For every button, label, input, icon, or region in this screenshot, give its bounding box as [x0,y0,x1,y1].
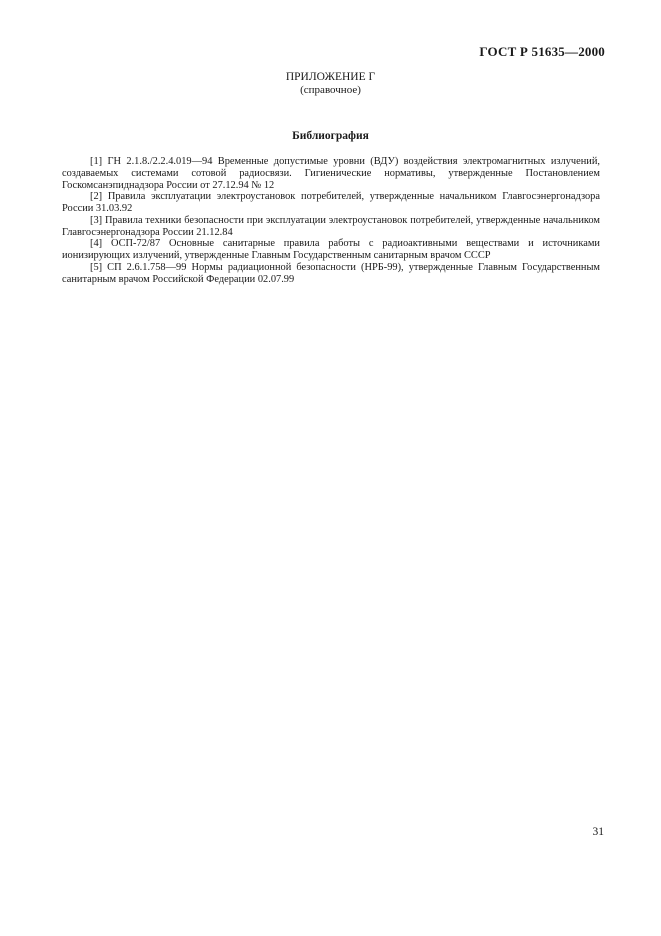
appendix-heading [0,71,661,97]
bibliography-entry: [4] ОСП-72/87 Основные санитарные правила работы с радиоактивными веществами и источниками ионизирующих излучений, утвержденные Главным Государственным санитарным врачом СССР [62,238,600,261]
appendix-title: ПРИЛОЖЕНИЕ Г [285,71,376,83]
bibliography-title: Библиография [292,130,369,142]
bibliography-entry: [3] Правила техники безопасности при эксплуатации электроустановок потребителей, утвержденные начальником Главгосэнергонадзора России 21.12.84 [62,214,600,238]
bibliography-entry: [2] Правила эксплуатации электроустановок потребителей, утвержденные начальником Главгосэнергонадзора России 31.03.92 [62,191,600,214]
bibliography-list [62,156,600,285]
standard-code: ГОСТ Р 51635—2000 [479,44,605,59]
bibliography-entry: [5] СП 2.6.1.758—99 Нормы радиационной безопасности (НРБ-99), утвержденные Главным Государственным санитарным врачом Российской Федерации 02.07.99 [62,261,600,285]
appendix-subtitle: (справочное) [300,84,361,96]
bibliography-entry: [1] ГН 2.1.8./2.2.4.019—94 Временные допустимые уровни (ВДУ) воздействия электромагнитных излучений, создаваемых системами сотовой радиосвязи. Гигиенические нормативы, утвержденные Постановлением Госкомсанэпиднадзора России от 27.12.94 № 12 [62,156,600,191]
page-number: 31 [592,826,604,838]
